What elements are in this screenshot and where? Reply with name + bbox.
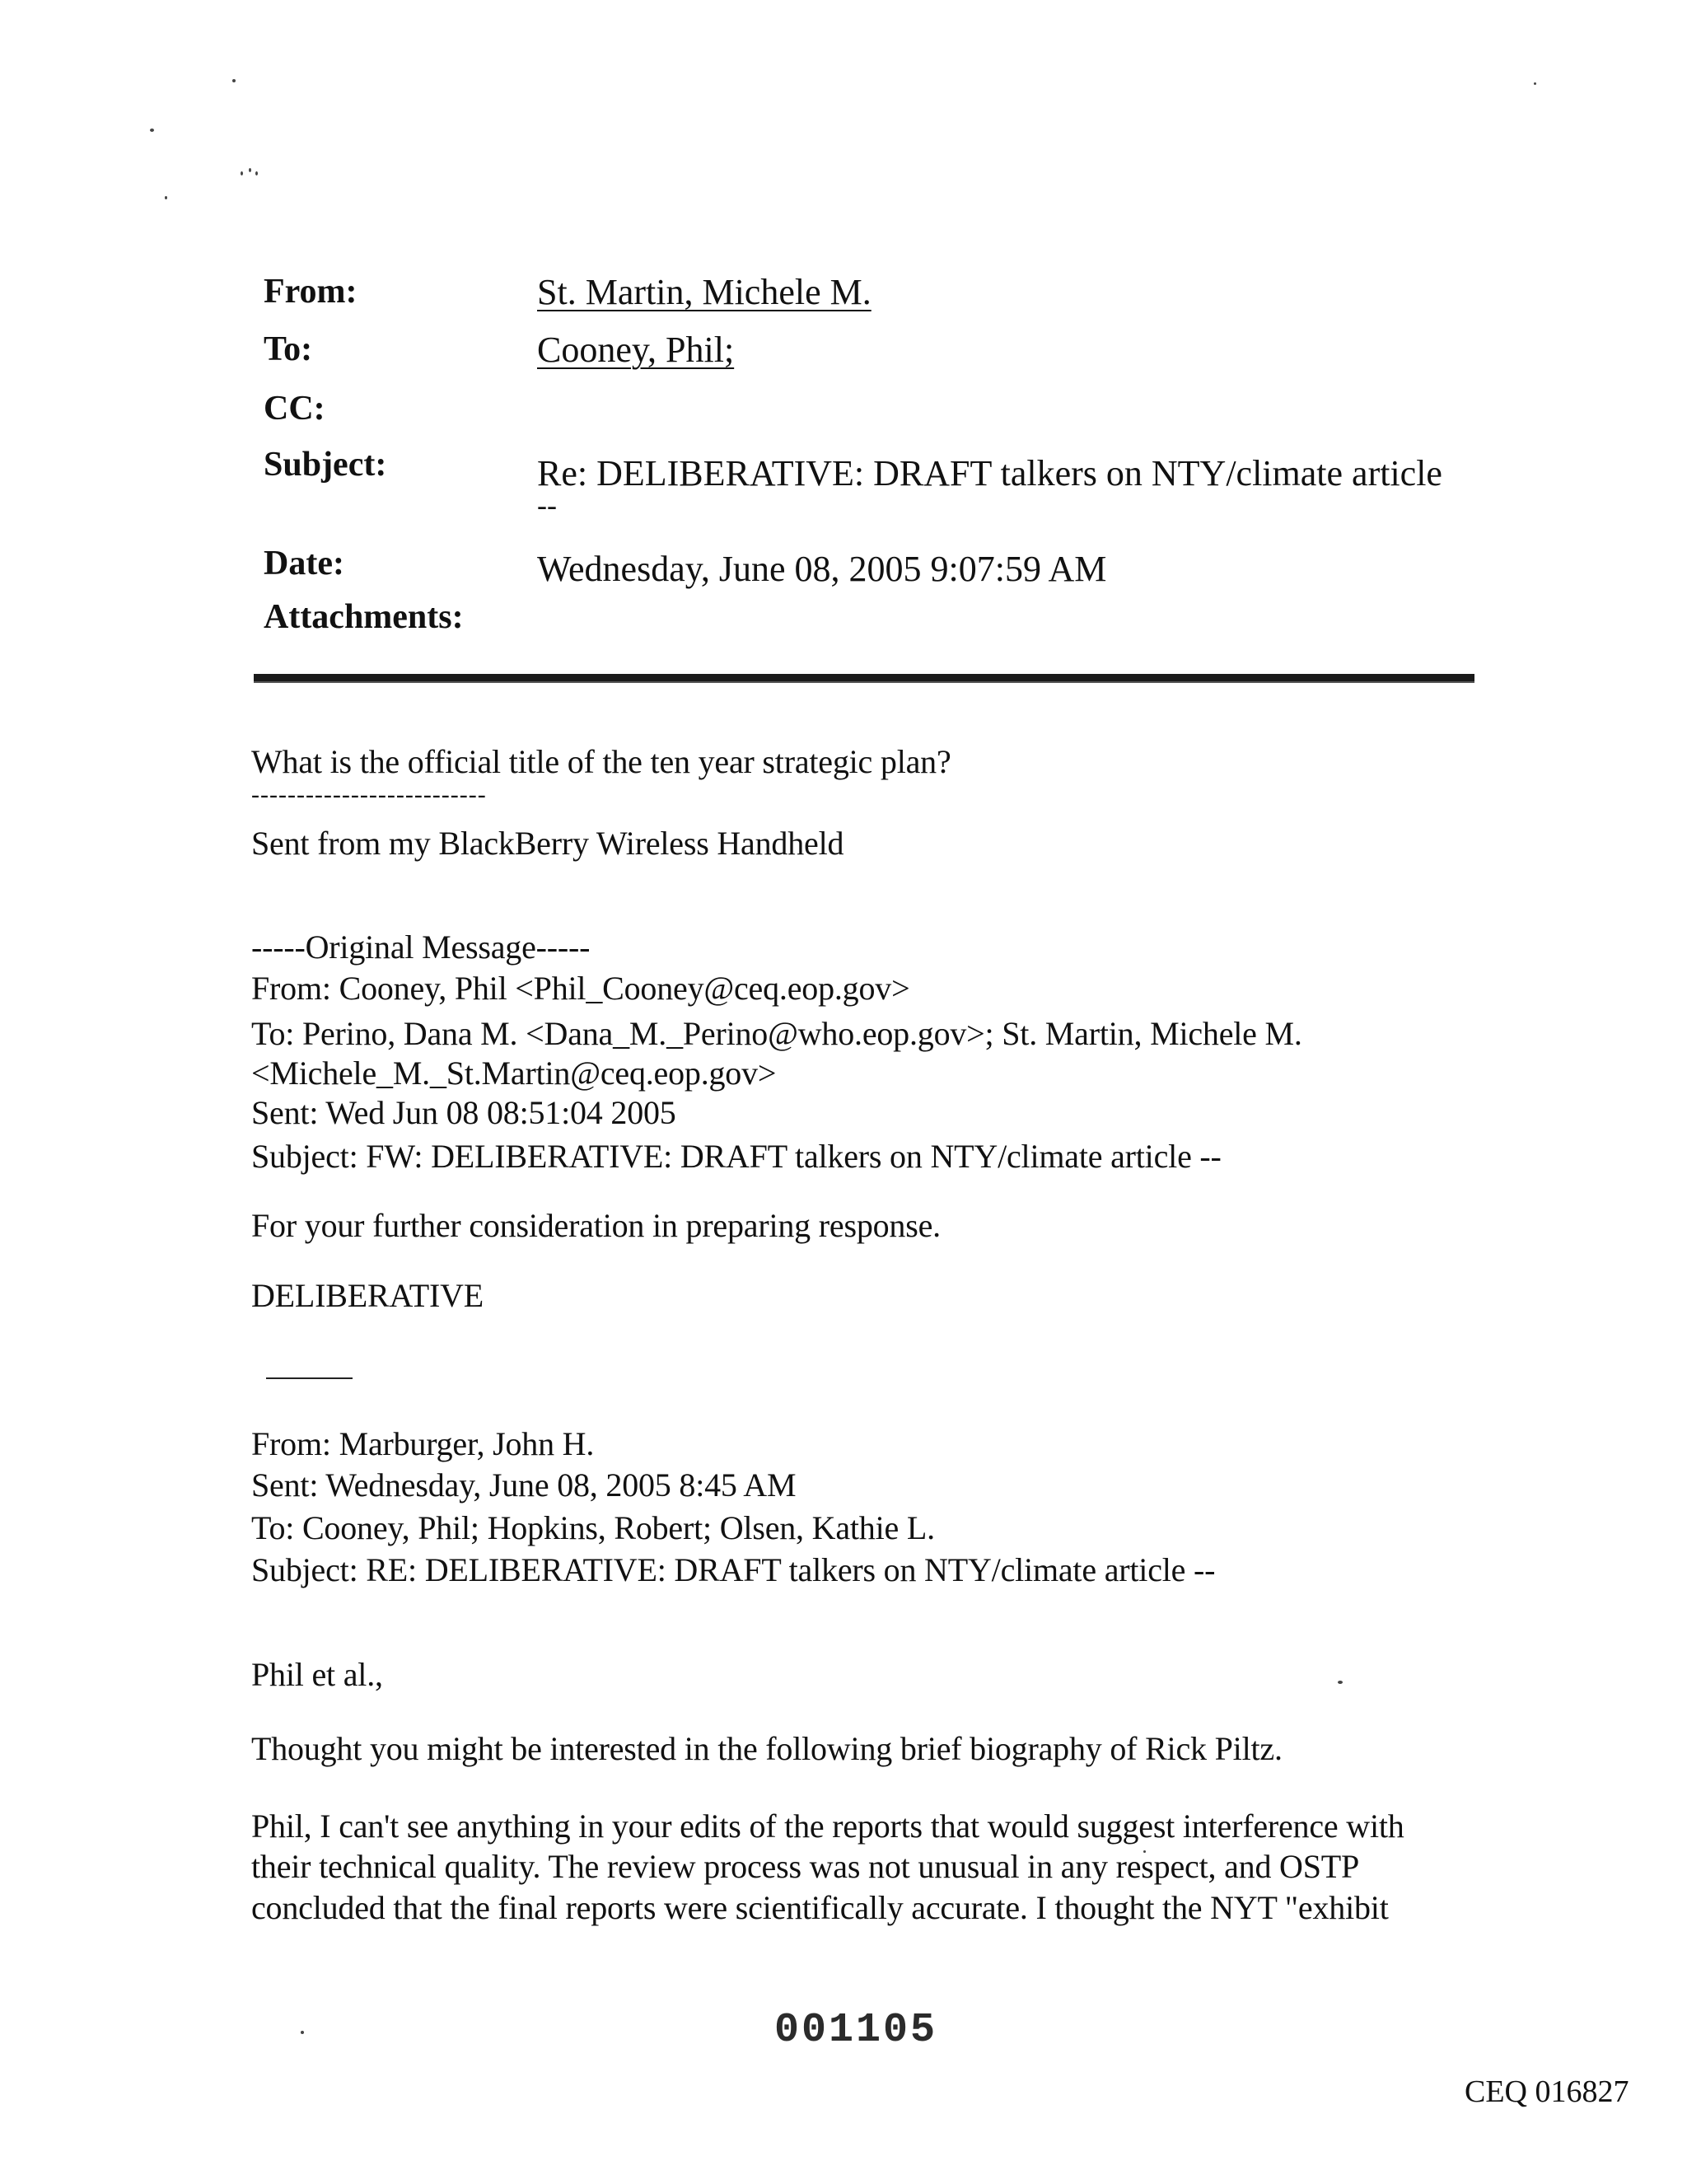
original-message-marker: -----Original Message-----	[251, 928, 591, 966]
forwarded-subject: Subject: RE: DELIBERATIVE: DRAFT talkers on NTY/climate article --	[251, 1551, 1216, 1588]
signature-separator: --------------------------	[251, 781, 487, 808]
to-value[interactable]: Cooney, Phil;	[537, 330, 735, 370]
original-to-line2: <Michele_M._St.Martin@ceq.eop.gov>	[251, 1055, 777, 1092]
original-subject: Subject: FW: DELIBERATIVE: DRAFT talkers on NTY/climate article --	[251, 1138, 1222, 1175]
paragraph-2-line2: their technical quality. The review process was not unusual in any respect, and OSTP	[251, 1848, 1360, 1885]
paragraph-2-line1: Phil, I can't see anything in your edits of the reports that would suggest interference with	[251, 1808, 1404, 1845]
paragraph-1: Thought you might be interested in the following brief biography of Rick Piltz.	[251, 1730, 1283, 1767]
cc-label: CC:	[264, 390, 325, 428]
consideration-text: For your further consideration in preparing response.	[251, 1207, 941, 1244]
scan-speck	[301, 2031, 304, 2034]
forwarded-to: To: Cooney, Phil; Hopkins, Robert; Olsen, Kathie L.	[251, 1509, 935, 1546]
paragraph-2-line3: concluded that the final reports were scientifically accurate. I thought the NYT "exhibit	[251, 1889, 1389, 1926]
separator-line	[266, 1377, 353, 1379]
scan-speck	[150, 129, 154, 132]
deliberative-text: DELIBERATIVE	[251, 1277, 484, 1314]
original-sent: Sent: Wed Jun 08 08:51:04 2005	[251, 1094, 676, 1131]
to-label: To:	[264, 330, 313, 368]
salutation: Phil et al.,	[251, 1656, 383, 1693]
scan-speck	[249, 168, 251, 172]
forwarded-sent: Sent: Wednesday, June 08, 2005 8:45 AM	[251, 1466, 797, 1504]
subject-value: Re: DELIBERATIVE: DRAFT talkers on NTY/climate article	[537, 453, 1442, 493]
forwarded-from: From: Marburger, John H.	[251, 1425, 595, 1462]
signature: Sent from my BlackBerry Wireless Handheld	[251, 825, 844, 862]
subject-continuation: --	[537, 489, 557, 521]
ceq-document-number: CEQ 016827	[1465, 2074, 1629, 2109]
scan-speck	[255, 171, 258, 175]
bates-number: 001105	[774, 2007, 938, 2054]
attachments-label: Attachments:	[264, 598, 464, 636]
scan-speck	[165, 196, 167, 199]
scan-speck	[1338, 1681, 1343, 1684]
from-value[interactable]: St. Martin, Michele M.	[537, 272, 872, 312]
header-divider	[254, 674, 1474, 683]
original-to-line1: To: Perino, Dana M. <Dana_M._Perino@who.eop.gov>; St. Martin, Michele M.	[251, 1015, 1302, 1052]
scan-speck	[232, 79, 236, 82]
scan-speck	[241, 171, 243, 175]
date-label: Date:	[264, 545, 344, 582]
subject-label: Subject:	[264, 446, 387, 484]
scan-speck	[1534, 82, 1536, 85]
original-from: From: Cooney, Phil <Phil_Cooney@ceq.eop.gov>	[251, 970, 910, 1007]
date-value: Wednesday, June 08, 2005 9:07:59 AM	[537, 549, 1107, 589]
from-label: From:	[264, 273, 357, 311]
reply-question: What is the official title of the ten year strategic plan?	[251, 743, 951, 780]
